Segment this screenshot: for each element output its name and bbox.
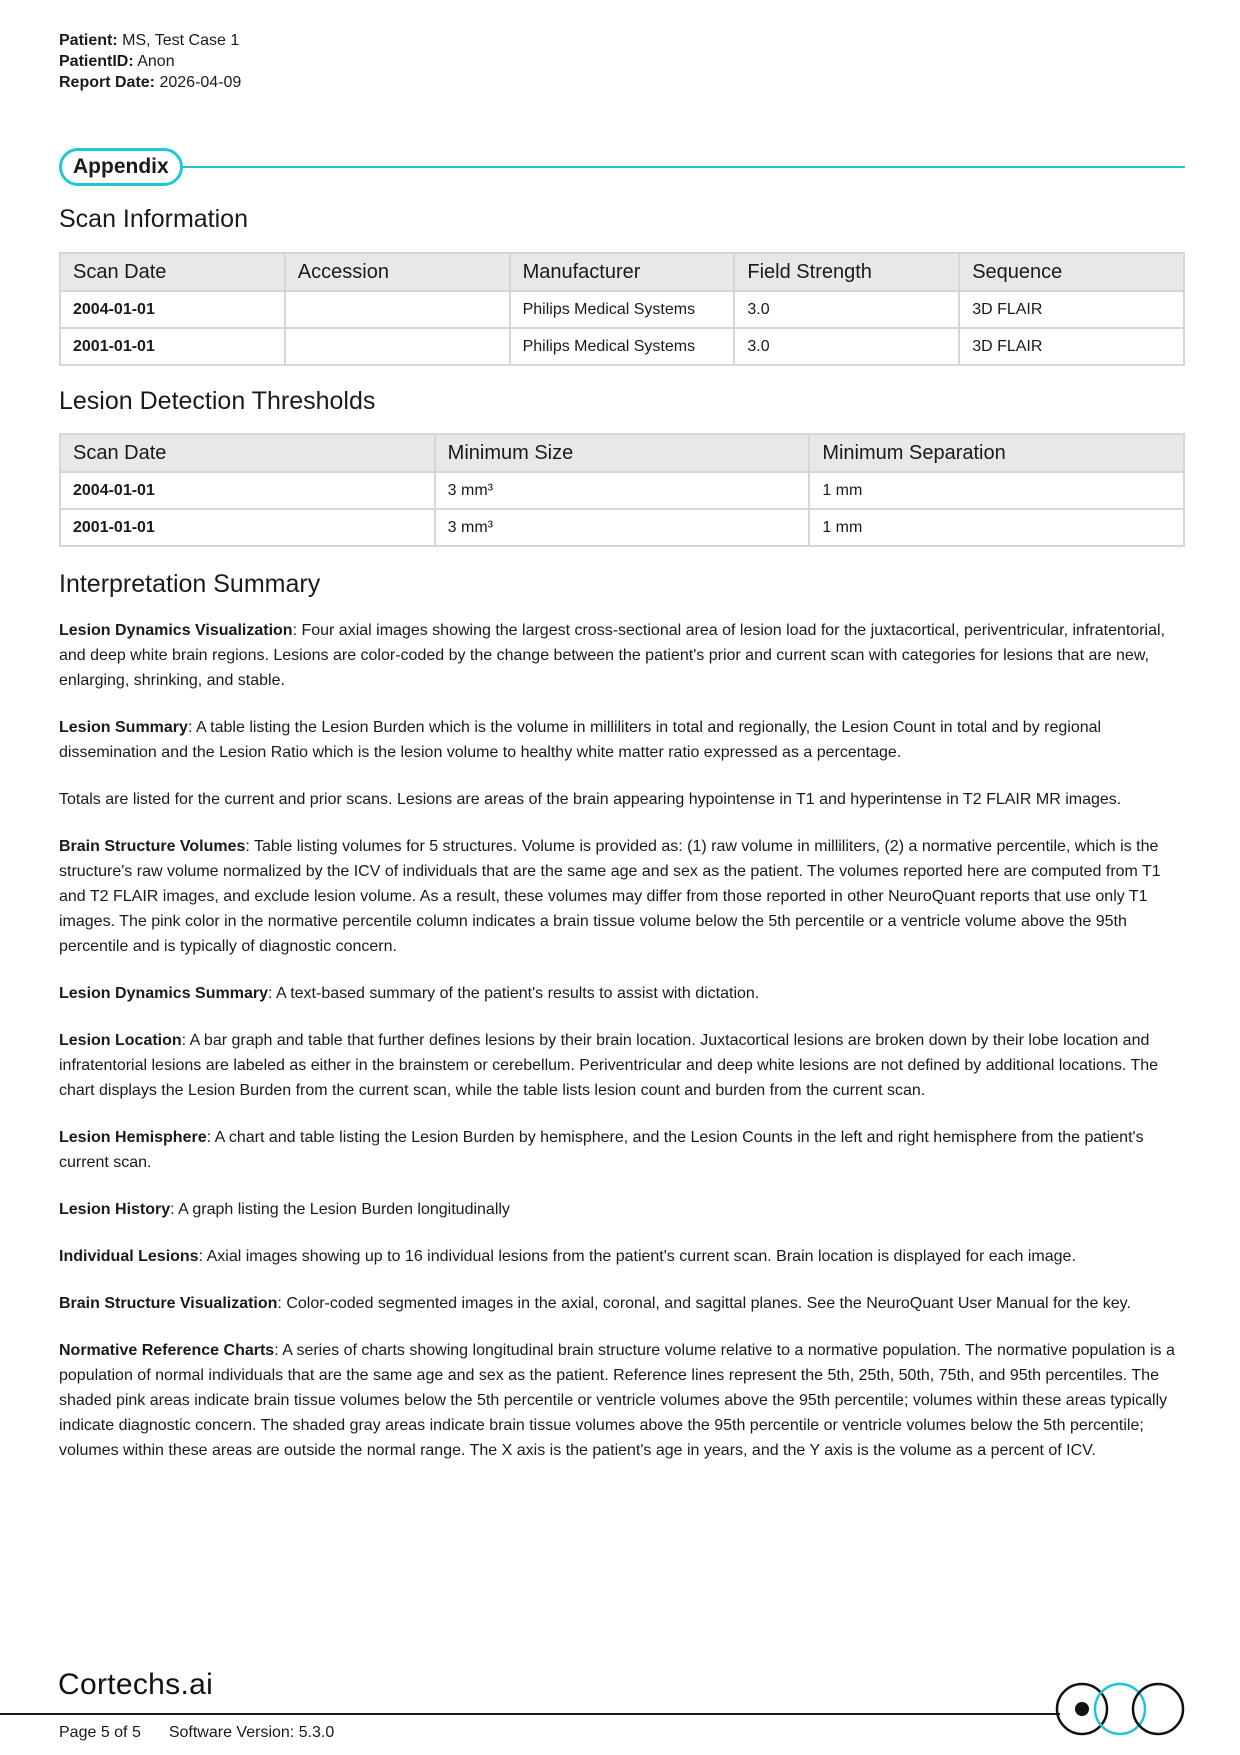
interpretation-title: Interpretation Summary	[59, 570, 321, 598]
thresholds-title: Lesion Detection Thresholds	[59, 387, 376, 415]
appendix-divider	[59, 148, 1185, 188]
table-cell: 2001-01-01	[60, 509, 435, 546]
page-number: Page 5 of 5	[59, 1724, 141, 1741]
patient-line: Patient: MS, Test Case 1	[59, 32, 240, 49]
table-cell	[285, 328, 510, 365]
table-cell: Philips Medical Systems	[510, 291, 735, 328]
table-row	[60, 472, 1184, 509]
scan-info-table	[59, 252, 1185, 366]
summary-paragraph: Individual Lesions: Axial images showing up to 16 individual lesions from the patient's current scan. Brain location is displayed for each image.	[59, 1248, 1076, 1265]
column-header: Field Strength	[734, 253, 959, 291]
three-circles-logo-icon	[1050, 1680, 1185, 1738]
patient-header	[59, 30, 241, 93]
table-cell: 3D FLAIR	[959, 328, 1184, 365]
column-header: Minimum Size	[435, 434, 810, 472]
summary-paragraph: Normative Reference Charts: A series of charts showing longitudinal brain structure volume relative to a normative population. The normative population is a population of normal individuals that are the same age and sex as the patient. Reference lines represent the 5th, 25th, 50th, 75th, and 95th percentiles. The shaded pink areas indicate brain tissue volumes below the 5th percentile or ventricle volumes above the 95th percentile; volumes within these areas typically indicate diagnostic concern. The shaded gray areas indicate brain tissue volumes above the 95th percentile or ventricle volumes below the 5th percentile; volumes within these areas are outside the normal range. The X axis is the patient's age in years, and the Y axis is the volume as a percent of ICV.	[59, 1342, 1175, 1459]
table-header-row	[60, 253, 1184, 291]
column-header: Manufacturer	[510, 253, 735, 291]
table-cell: 3.0	[734, 291, 959, 328]
table-row	[60, 328, 1184, 365]
summary-paragraph: Lesion Summary: A table listing the Lesion Burden which is the volume in milliliters in total and regionally, the Lesion Count in total and by regional dissemination and the Lesion Ratio which is the lesion volume to healthy white matter ratio expressed as a percentage.	[59, 719, 1102, 761]
cortechs-logo: Cortechs.ai	[58, 1668, 214, 1701]
table-row	[60, 291, 1184, 328]
appendix-label: Appendix	[59, 148, 183, 186]
column-header: Minimum Separation	[809, 434, 1184, 472]
table-cell: 3.0	[734, 328, 959, 365]
summary-paragraph: Lesion Dynamics Summary: A text-based summary of the patient's results to assist with dictation.	[59, 985, 760, 1002]
column-header: Scan Date	[60, 434, 435, 472]
table-row	[60, 509, 1184, 546]
table-cell: 3D FLAIR	[959, 291, 1184, 328]
column-header: Scan Date	[60, 253, 285, 291]
column-header: Sequence	[959, 253, 1184, 291]
summary-paragraph: Lesion Hemisphere: A chart and table listing the Lesion Burden by hemisphere, and the Lesion Counts in the left and right hemisphere from the patient's current scan.	[59, 1129, 1144, 1171]
table-header-row	[60, 434, 1184, 472]
table-cell: 3 mm³	[435, 472, 810, 509]
report-date-line: Report Date: 2026-04-09	[59, 74, 242, 91]
patientid-line: PatientID: Anon	[59, 53, 175, 70]
divider-line	[177, 166, 1185, 168]
table-cell: 1 mm	[809, 509, 1184, 546]
footer	[59, 1724, 334, 1742]
summary-paragraph: Brain Structure Volumes: Table listing volumes for 5 structures. Volume is provided as: (1) raw volume in milliliters, (2) a normative percentile, which is the structure's raw volume normalized by the ICV of individuals that are the same age and sex as the patient. The volumes reported here are computed from T1 and T2 FLAIR images, and exclude lesion volume. As a result, these volumes may differ from those reported in other NeuroQuant reports that use only T1 images. The pink color in the normative percentile column indicates a brain tissue volume below the 5th percentile or a ventricle volume above the 95th percentile and is typically of diagnostic concern.	[59, 838, 1161, 955]
interpretation-summary	[59, 618, 1189, 1485]
software-version: Software Version: 5.3.0	[168, 1724, 335, 1741]
column-header: Accession	[285, 253, 510, 291]
table-cell: 2004-01-01	[60, 291, 285, 328]
summary-paragraph: Lesion History: A graph listing the Lesion Burden longitudinally	[59, 1201, 510, 1218]
summary-paragraph: Brain Structure Visualization: Color-coded segmented images in the axial, coronal, and sagittal planes. See the NeuroQuant User Manual for the key.	[59, 1295, 1131, 1312]
table-cell: 3 mm³	[435, 509, 810, 546]
thresholds-table	[59, 433, 1185, 547]
footer-divider	[0, 1713, 1060, 1715]
summary-paragraph: Lesion Dynamics Visualization: Four axial images showing the largest cross-sectional area of lesion load for the juxtacortical, periventricular, infratentorial, and deep white brain regions. Lesions are color-coded by the change between the patient's prior and current scan with categories for lesions that are new, enlarging, shrinking, and stable.	[59, 622, 1165, 689]
table-cell	[285, 291, 510, 328]
scan-info-title: Scan Information	[59, 205, 248, 233]
table-cell: 1 mm	[809, 472, 1184, 509]
table-cell: Philips Medical Systems	[510, 328, 735, 365]
summary-paragraph: Totals are listed for the current and prior scans. Lesions are areas of the brain appearing hypointense in T1 and hyperintense in T2 FLAIR MR images.	[59, 791, 1122, 808]
table-cell: 2004-01-01	[60, 472, 435, 509]
summary-paragraph: Lesion Location: A bar graph and table that further defines lesions by their brain location. Juxtacortical lesions are broken down by their lobe location and infratentorial lesions are labeled as either in the brainstem or cerebellum. Periventricular and deep white lesions are not defined by additional locations. The chart displays the Lesion Burden from the current scan, while the table lists lesion count and burden from the current scan.	[59, 1032, 1159, 1099]
table-cell: 2001-01-01	[60, 328, 285, 365]
